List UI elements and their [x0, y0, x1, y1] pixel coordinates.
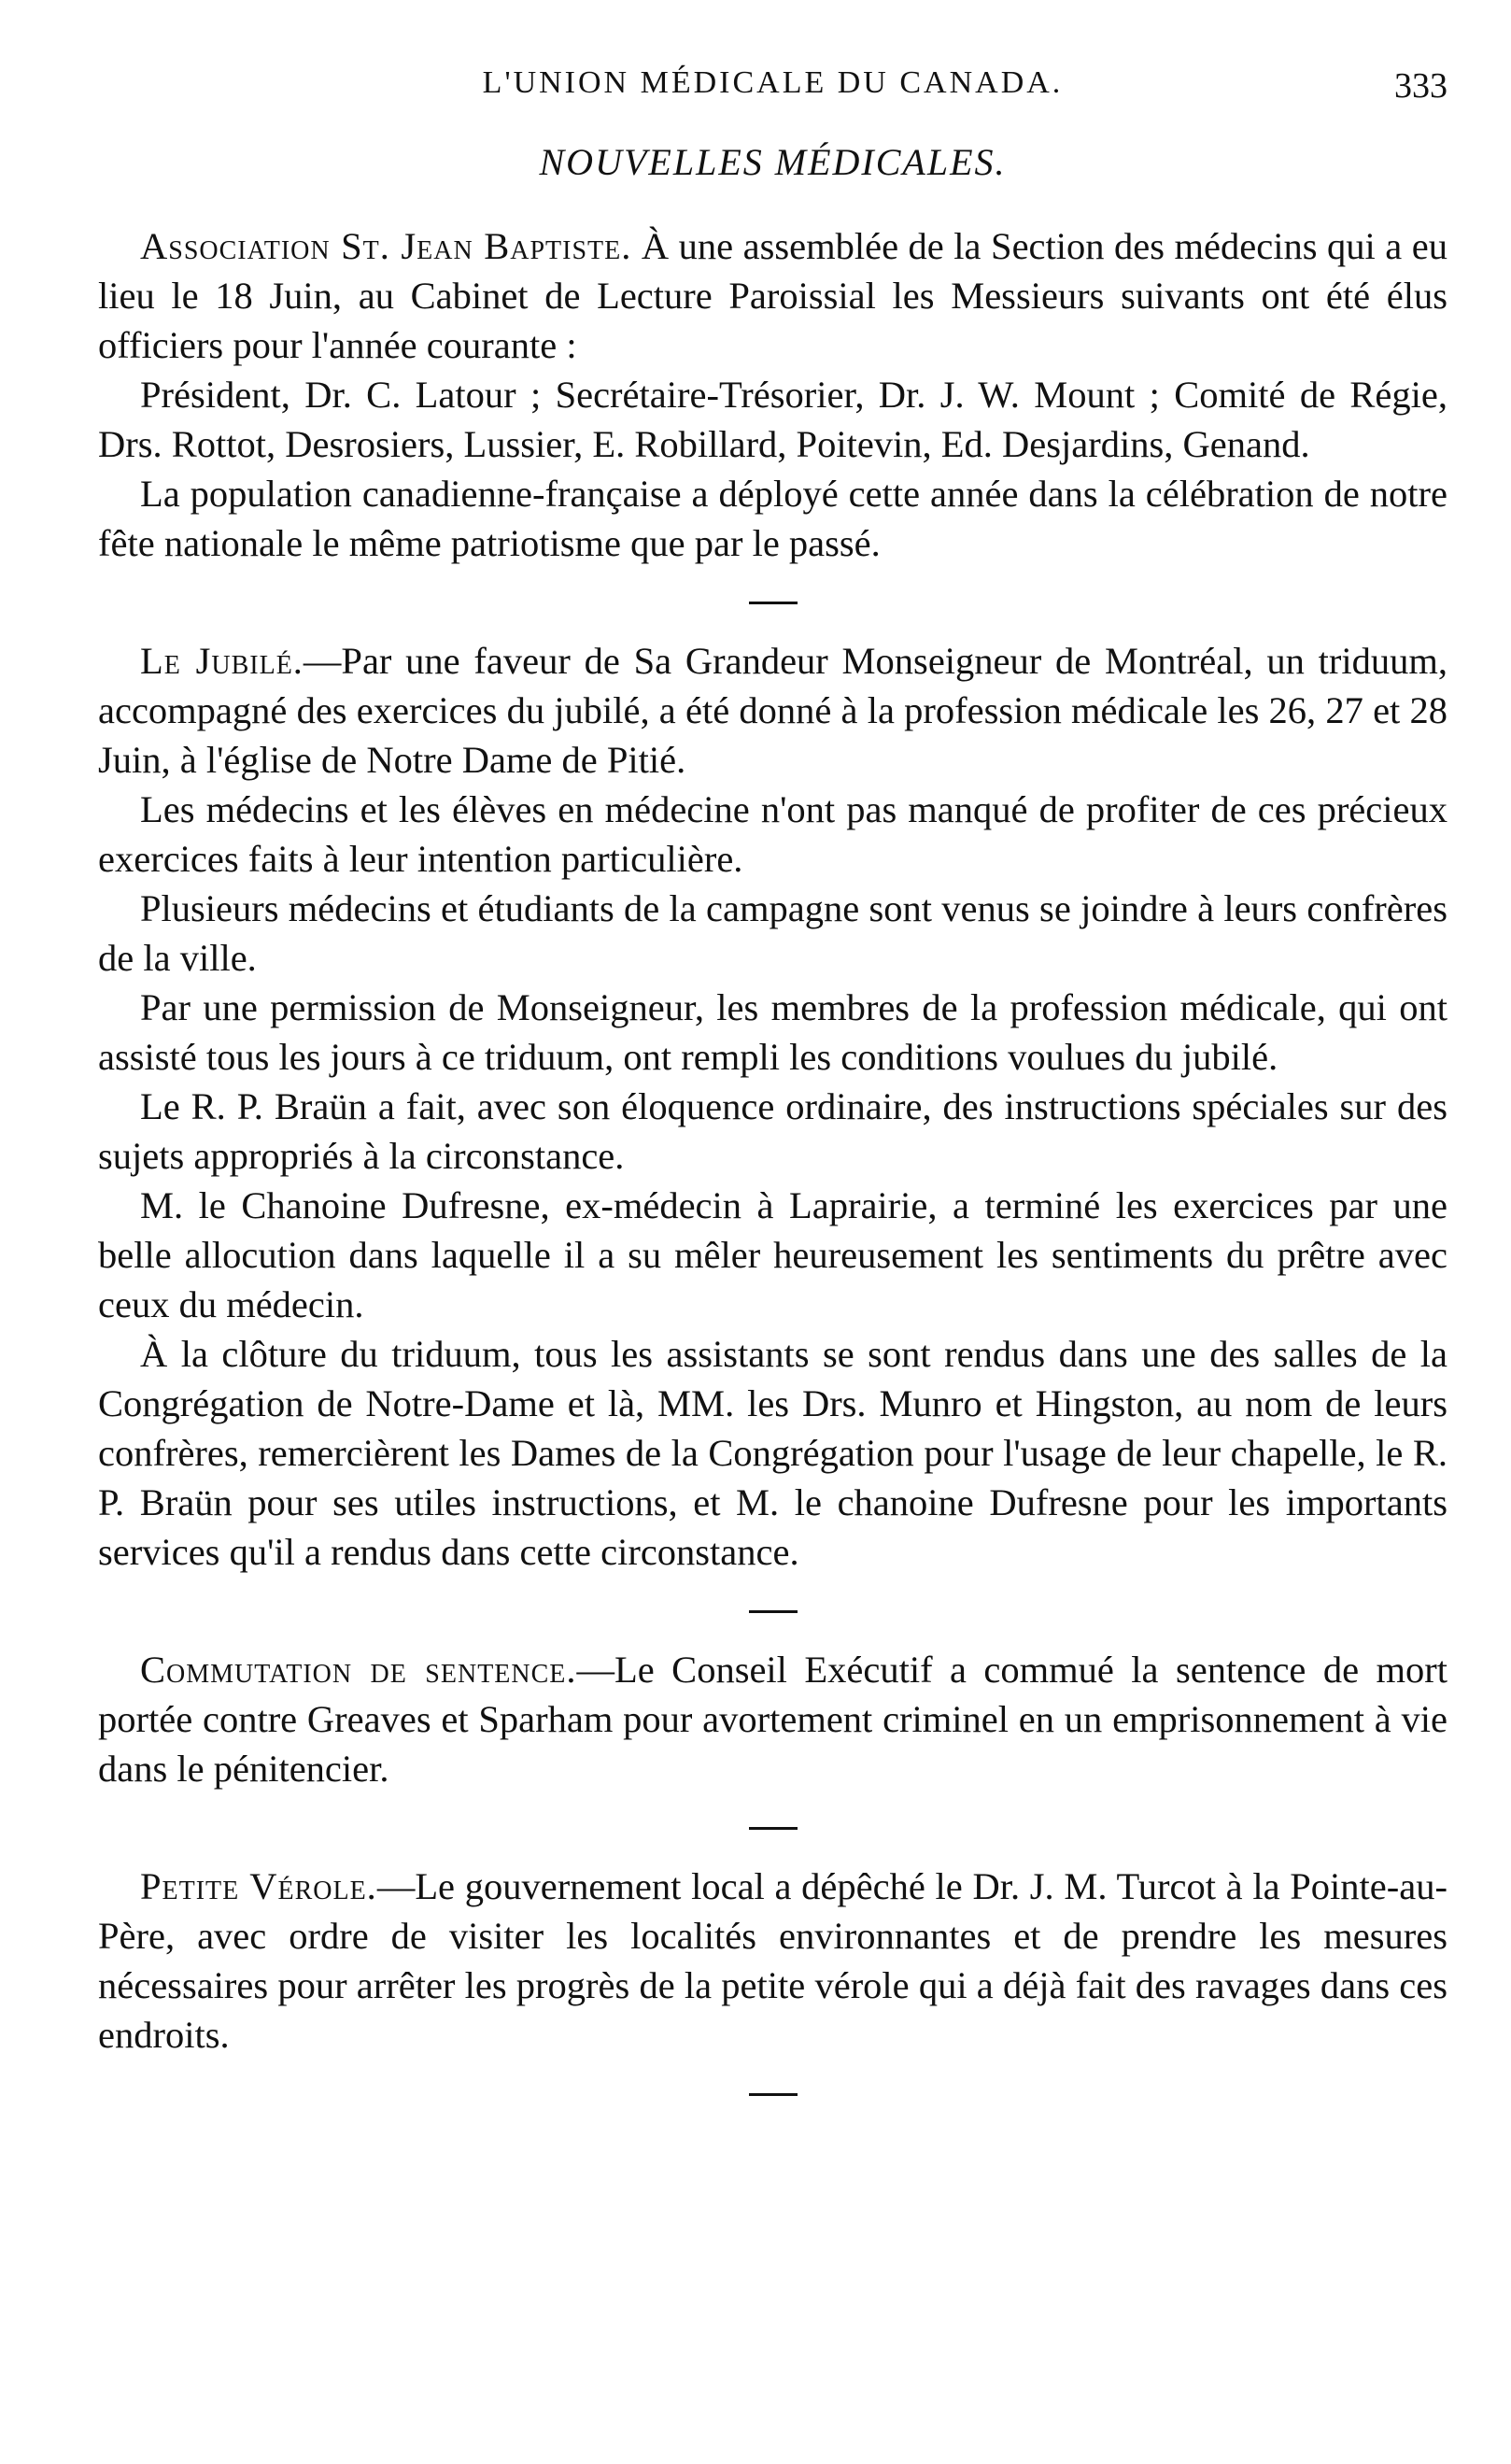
paragraph: À la clôture du triduum, tous les assistants se sont rendus dans une des salles de la Congrégation de Notre-Dame et là, MM. les Drs. Munro et Hingston, au nom de leurs confrères, remercièrent les Dames de la Congrégation pour l'usage de leur chapelle, le R. P. Braün pour ses utiles instructions, et M. le chanoine Dufresne pour les importants services qu'il a rendus dans cette circonstance.	[98, 1333, 1447, 1573]
section-divider	[749, 2093, 798, 2096]
paragraph: Plusieurs médecins et étudiants de la campagne sont venus se joindre à leurs confrères de la ville.	[98, 887, 1447, 979]
paragraph: Président, Dr. C. Latour ; Secrétaire-Trésorier, Dr. J. W. Mount ; Comité de Régie, Drs. Rottot, Desrosiers, Lussier, E. Robillard, Poitevin, Ed. Desjardins, Genand.	[98, 374, 1447, 465]
article-commutation	[98, 1645, 1447, 1793]
paragraph-text: À une assemblée de la Section des médecins qui a eu lieu le 18 Juin, au Cabinet de Lecture Paroissial les Messieurs suivants ont été élus officiers pour l'année courante :	[98, 225, 1447, 366]
article-heading: Association St. Jean Baptiste.	[140, 225, 632, 267]
running-title: L'UNION MÉDICALE DU CANADA.	[482, 65, 1064, 100]
article-heading: Le Jubilé.	[140, 640, 304, 682]
section-title: NOUVELLES MÉDICALES.	[539, 141, 1007, 183]
paragraph: M. le Chanoine Dufresne, ex-médecin à Laprairie, a terminé les exercices par une belle allocution dans laquelle il a su mêler heureusement les sentiments du prêtre avec ceux du médecin.	[98, 1184, 1447, 1325]
paragraph-text: —Par une faveur de Sa Grandeur Monseigneur de Montréal, un triduum, accompagné des exercices du jubilé, a été donné à la profession médicale les 26, 27 et 28 Juin, à l'église de Notre Dame de Pitié.	[98, 640, 1447, 781]
running-head	[98, 65, 1447, 131]
paragraph: Les médecins et les élèves en médecine n'ont pas manqué de profiter de ces précieux exercices faits à leur intention particulière.	[98, 788, 1447, 880]
article-heading: Petite Vérole.	[140, 1865, 377, 1907]
paragraph: La population canadienne-française a déployé cette année dans la célébration de notre fête nationale le même patriotisme que par le passé.	[98, 473, 1447, 564]
paragraph: Le R. P. Braün a fait, avec son éloquence ordinaire, des instructions spéciales sur des sujets appropriés à la circonstance.	[98, 1085, 1447, 1177]
paragraph-text: —Le Conseil Exécutif a commué la sentence de mort portée contre Greaves et Sparham pour avortement criminel en un emprisonnement à vie dans le pénitencier.	[98, 1649, 1447, 1790]
article-association	[98, 221, 1447, 568]
paragraph: Par une permission de Monseigneur, les membres de la profession médicale, qui ont assisté tous les jours à ce triduum, ont rempli les conditions voulues du jubilé.	[98, 986, 1447, 1078]
section-divider	[749, 1827, 798, 1830]
page-number: 333	[1394, 66, 1447, 106]
paragraph-text: —Le gouvernement local a dépêché le Dr. J. M. Turcot à la Pointe-au-Père, avec ordre de visiter les localités environnantes et de prendre les mesures nécessaires pour arrêter les progrès de la petite vérole qui a déjà fait des ravages dans ces endroits.	[98, 1865, 1447, 2056]
paragraph	[98, 221, 1447, 370]
article-heading: Commutation de sentence.	[140, 1649, 577, 1691]
journal-page	[98, 65, 1447, 2128]
paragraph	[98, 1645, 1447, 1793]
section-divider	[749, 1610, 798, 1613]
article-jubile	[98, 636, 1447, 1577]
paragraph	[98, 1862, 1447, 2060]
article-verole	[98, 1862, 1447, 2060]
paragraph	[98, 636, 1447, 785]
section-divider	[749, 602, 798, 604]
